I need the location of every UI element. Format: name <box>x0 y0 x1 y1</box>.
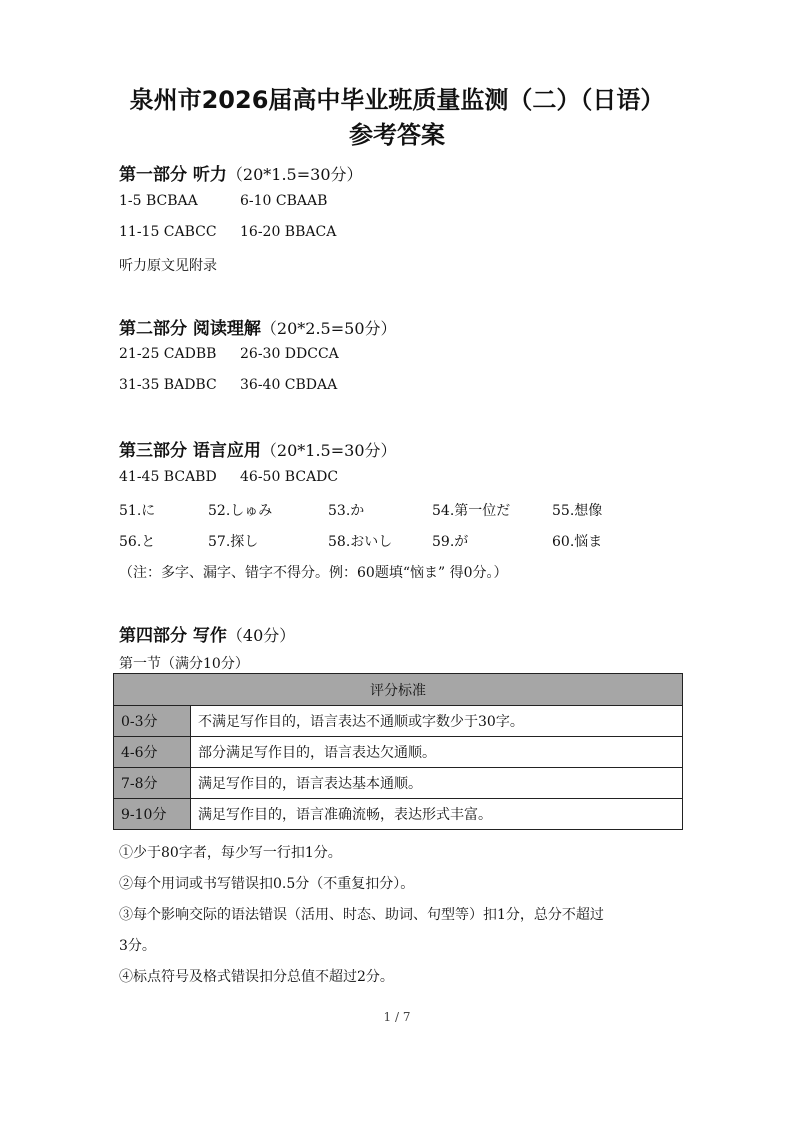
part3-header <box>119 436 397 461</box>
score-description: 不满足写作目的，语言表达不通顺或字数少于30字。 <box>191 706 683 737</box>
document-title: 泉州市2026届高中毕业班质量监测（二）（日语） <box>129 86 665 114</box>
part1-heading: 第一部分 听力 <box>119 165 227 185</box>
score-description: 满足写作目的，语言表达基本通顺。 <box>191 768 683 799</box>
fill-answer: 56.と <box>119 534 156 550</box>
score-description: 部分满足写作目的，语言表达欠通顺。 <box>191 737 683 768</box>
part4-score: （40分） <box>226 626 296 645</box>
table-row <box>114 799 683 830</box>
score-range: 9-10分 <box>114 799 191 830</box>
score-description: 满足写作目的，语言准确流畅，表达形式丰富。 <box>191 799 683 830</box>
fill-answer: 55.想像 <box>552 503 603 519</box>
table-row <box>114 706 683 737</box>
fill-answer: 57.探し <box>208 534 259 550</box>
answer-group: 36-40 CBDAA <box>240 377 338 393</box>
document-subtitle: 参考答案 <box>349 121 445 149</box>
part3-note: （注：多字、漏字、错字不得分。例：60题填“恼ま” 得0分。） <box>119 565 508 581</box>
fill-answer: 54.第一位だ <box>432 503 511 519</box>
part2-score: （20*2.5=50分） <box>260 319 397 338</box>
part3-score: （20*1.5=30分） <box>260 441 397 460</box>
deduction-note: 3分。 <box>119 938 156 954</box>
page-number: 1 / 7 <box>383 1010 411 1024</box>
table-header: 评分标准 <box>114 674 683 706</box>
deduction-note: ④标点符号及格式错误扣分总值不超过2分。 <box>119 969 394 985</box>
score-range: 4-6分 <box>114 737 191 768</box>
fill-answer: 58.おいし <box>328 534 393 550</box>
part1-note: 听力原文见附录 <box>119 258 217 274</box>
part1-header <box>119 160 363 185</box>
answer-group: 11-15 CABCC <box>119 224 217 240</box>
deduction-note: ③每个影响交际的语法错误（活用、时态、助词、句型等）扣1分，总分不超过 <box>119 907 604 923</box>
part2-heading: 第二部分 阅读理解 <box>119 319 261 339</box>
answer-group: 21-25 CADBB <box>119 346 217 362</box>
part2-header <box>119 314 397 339</box>
table-header-row <box>114 674 683 706</box>
score-range: 7-8分 <box>114 768 191 799</box>
answer-group: 41-45 BCABD <box>119 469 217 485</box>
table-row <box>114 768 683 799</box>
fill-answer: 51.に <box>119 503 156 519</box>
table-row <box>114 737 683 768</box>
answer-group: 6-10 CBAAB <box>240 193 328 209</box>
part3-heading: 第三部分 语言应用 <box>119 441 261 461</box>
deduction-note: ①少于80字者，每少写一行扣1分。 <box>119 845 342 861</box>
part4-heading: 第四部分 写作 <box>119 626 227 646</box>
scoring-table <box>113 673 683 830</box>
part4-header <box>119 621 295 646</box>
deduction-note: ②每个用词或书写错误扣0.5分（不重复扣分）。 <box>119 876 415 892</box>
answer-group: 26-30 DDCCA <box>240 346 339 362</box>
answer-group: 16-20 BBACA <box>240 224 337 240</box>
fill-answer: 60.悩ま <box>552 534 603 550</box>
fill-answer: 52.しゅみ <box>208 503 273 519</box>
answer-group: 46-50 BCADC <box>240 469 339 485</box>
fill-answer: 53.か <box>328 503 365 519</box>
fill-answer: 59.が <box>432 534 469 550</box>
answer-group: 31-35 BADBC <box>119 377 217 393</box>
part4-subheading: 第一节（满分10分） <box>119 656 249 672</box>
score-range: 0-3分 <box>114 706 191 737</box>
part1-score: （20*1.5=30分） <box>226 165 363 184</box>
answer-group: 1-5 BCBAA <box>119 193 198 209</box>
